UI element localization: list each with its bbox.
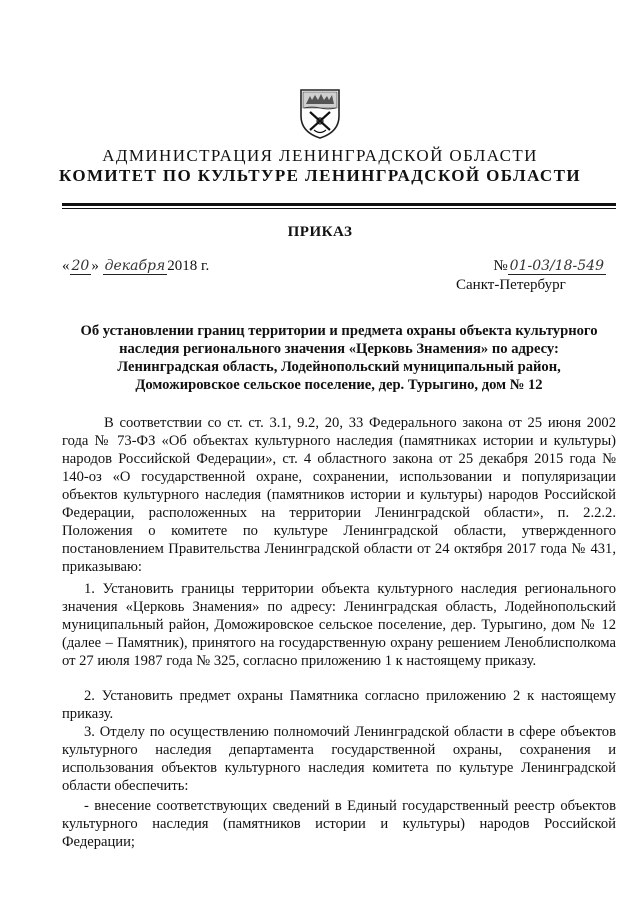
title-line: Доможировское сельское поселение, дер. Турыгино, дом № 12 [135, 377, 543, 393]
document-title [62, 322, 616, 394]
title-line: Ленинградская область, Лодейнопольский муниципальный район, [117, 359, 561, 375]
date-open-quote: « [62, 258, 70, 274]
intro-paragraph: В соответствии со ст. ст. 3.1, 9.2, 20, 33 Федерального закона от 25 июня 2002 года № 73-ФЗ «Об объектах культурного наследия (памятниках истории и культуры) народов Российской Федерации», ст. 4 областного закона от 25 декабря 2015 года № 140-оз «О государственной охране, сохранении, использовании и популяризации объектов культурного наследия (памятников истории и культуры) народов Российской Федерации, расположенных на территории Ленинградской области», п. 2.2.2. Положения о комитете по культуре Ленинградской области, утвержденного постановлением Правительства Ленинградской области от 24 октября 2017 года № 431, приказываю: [62, 415, 616, 575]
number-prefix: № [493, 258, 508, 274]
order-item-3: 3. Отделу по осуществлению полномочий Ленинградской области в сфере объектов культурного наследия департамента государственной охраны, сохранения и использования объектов культурного наследия комитета по культуре Ленинградской области обеспечить: [62, 724, 616, 794]
committee-name: КОМИТЕТ ПО КУЛЬТУРЕ ЛЕНИНГРАДСКОЙ ОБЛАСТИ [59, 166, 581, 185]
document-city: Санкт-Петербург [456, 277, 566, 293]
document-number [493, 258, 606, 275]
document-date [62, 258, 209, 275]
number-value: 01-03/18-549 [509, 258, 604, 274]
date-close-quote: » [91, 258, 99, 274]
header-divider-thin [62, 208, 616, 209]
organization-name: АДМИНИСТРАЦИЯ ЛЕНИНГРАДСКОЙ ОБЛАСТИ [102, 146, 538, 165]
order-item-1: 1. Установить границы территории объекта культурного наследия регионального значения «Церковь Знамения» по адресу: Ленинградская область, Лодейнопольский муниципальный район, Доможировское сельское поселение, дер. Турыгино, дом № 12 (далее – Памятник), принятого на государственную охрану решением Леноблисполкома от 27 июля 1987 года № 325, согласно приложению 1 к настоящему приказу. [62, 581, 616, 669]
date-day: 20 [71, 258, 90, 274]
date-month: декабря [104, 258, 166, 274]
coat-of-arms-icon [298, 86, 342, 140]
header-divider-thick [62, 203, 616, 206]
date-year: 2018 г. [167, 258, 210, 274]
title-line: Об установлении границ территории и предмета охраны объекта культурного [80, 323, 598, 339]
order-item-3-subitem: - внесение соответствующих сведений в Единый государственный реестр объектов культурного наследия (памятников истории и культуры) народов Российской Федерации; [62, 798, 616, 850]
order-item-2: 2. Установить предмет охраны Памятника согласно приложению 2 к настоящему приказу. [62, 688, 616, 722]
title-line: наследия регионального значения «Церковь Знамения» по адресу: [119, 341, 559, 357]
document-type: ПРИКАЗ [287, 224, 353, 240]
